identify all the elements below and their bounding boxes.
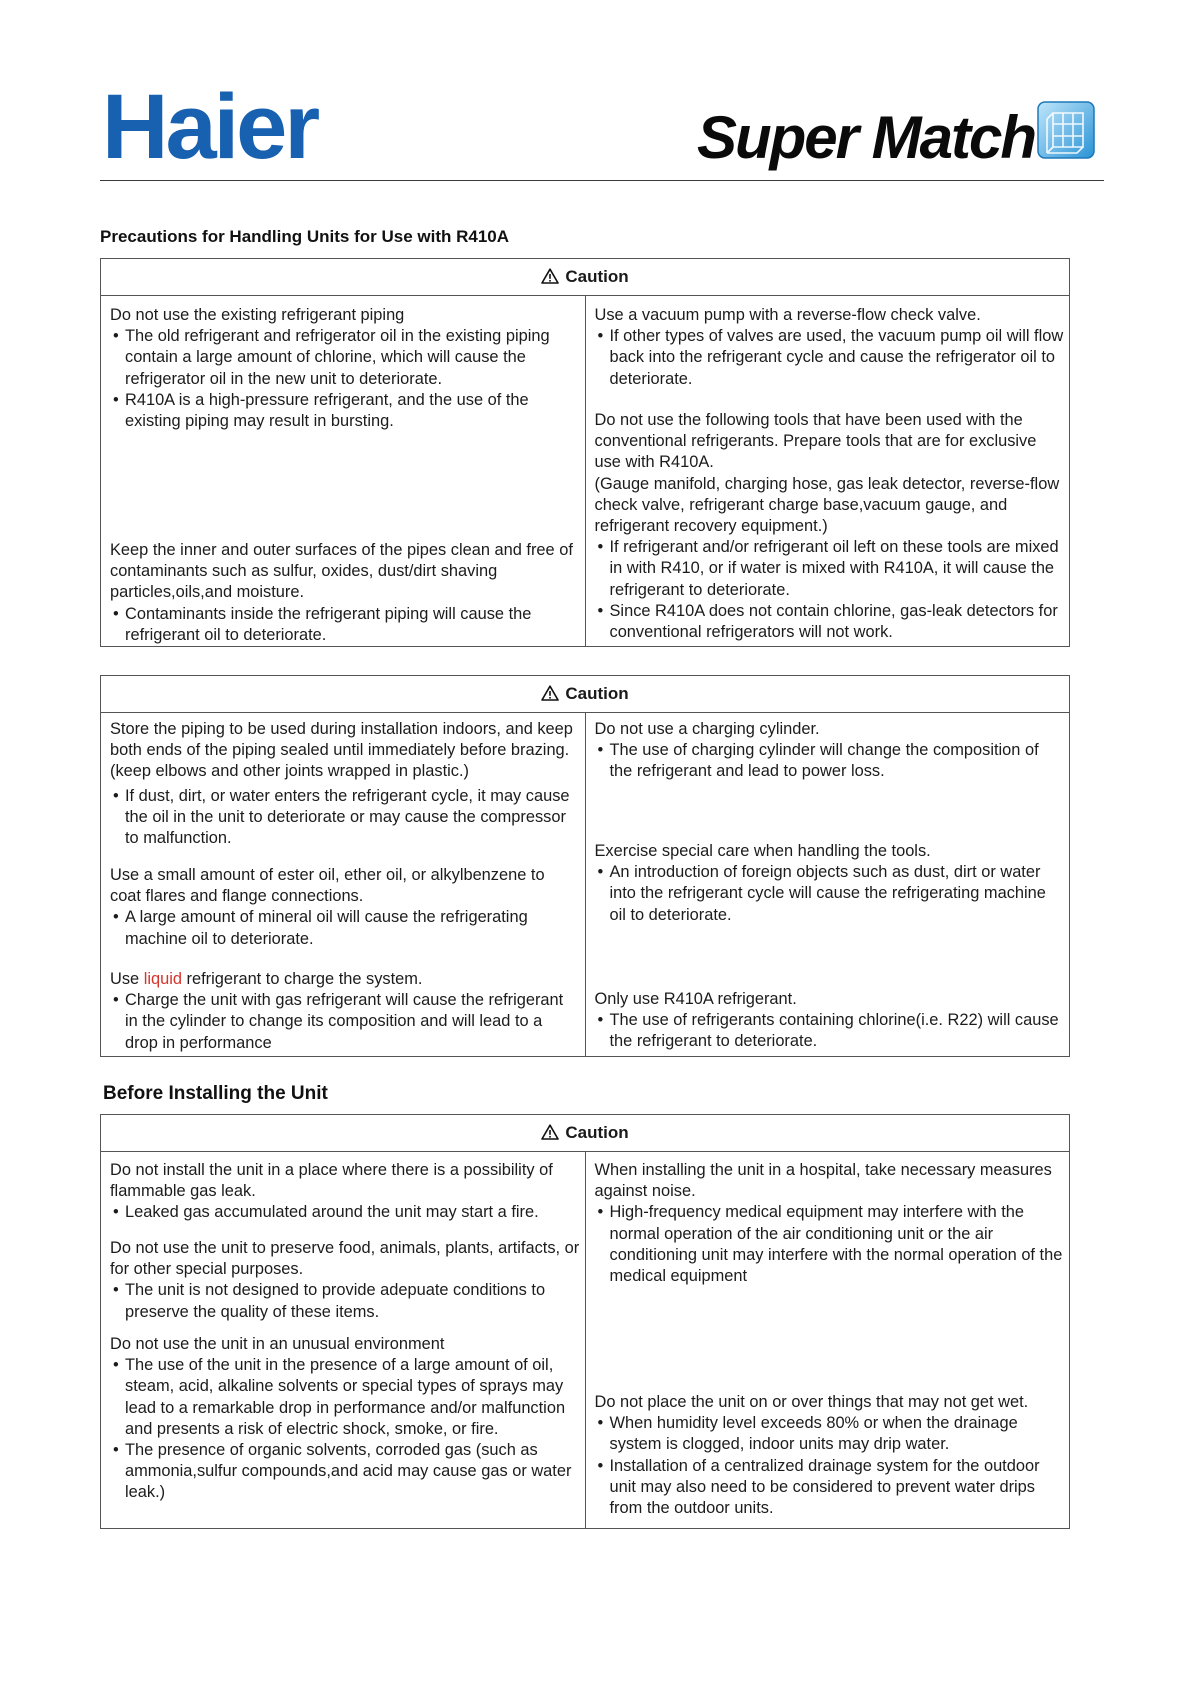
block-heading: Do not use a charging cylinder. [594, 720, 820, 738]
text-block [595, 719, 1065, 783]
left-cell [101, 1152, 586, 1529]
block-heading: Exercise special care when handling the tools. [594, 842, 931, 860]
caution-table-2 [100, 675, 1070, 1057]
bullet-item: • Since R410A does not contain chlorine, gas-leak detectors for conventional refrigerators will not work. [595, 601, 1065, 643]
warning-icon [541, 1124, 559, 1140]
bullet-item: • R410A is a high-pressure refrigerant, and the use of the existing piping may result in bursting. [110, 390, 580, 432]
haier-logo [102, 80, 342, 170]
block-heading: Store the piping to be used during installation indoors, and keep both ends of the piping sealed until immediately before brazing.(keep elbows and other joints wrapped in plastic.) [110, 720, 573, 781]
text-block [110, 1334, 580, 1504]
block-heading: When installing the unit in a hospital, take necessary measures against noise. [594, 1161, 1052, 1201]
right-cell [585, 1152, 1070, 1529]
highlight-liquid: liquid [143, 970, 182, 988]
caution-label: Caution [565, 684, 629, 703]
bullet-item: • If refrigerant and/or refrigerant oil left on these tools are mixed in with R410, or if water is mixed with R410A, it will cause the refrigerant to deteriorate. [595, 537, 1065, 601]
text-block [110, 305, 580, 432]
text-block [595, 1160, 1065, 1287]
bullet-item: • High-frequency medical equipment may interfere with the normal operation of the air conditioning unit or the air conditioning unit may interfere with the normal operation of the medical equipment [595, 1202, 1065, 1287]
text-block [110, 1238, 580, 1323]
section-title-before-installing: Before Installing the Unit [103, 1083, 328, 1104]
warning-icon [541, 268, 559, 284]
block-heading: Do not install the unit in a place where there is a possibility of flammable gas leak. [110, 1161, 553, 1201]
bullet-item: • When humidity level exceeds 80% or when the drainage system is clogged, indoor units may drip water. [595, 1413, 1065, 1455]
bullet-item: • Leaked gas accumulated around the unit may start a fire. [110, 1202, 580, 1223]
caution-table-3 [100, 1114, 1070, 1529]
bullet-item: • The presence of organic solvents, corroded gas (such as ammonia,sulfur compounds,and acid may cause gas or water leak.) [110, 1440, 580, 1504]
text-block [595, 410, 1065, 643]
block-heading: Do not use the following tools that have been used with the conventional refrigerants. Prepare tools that are for exclusive use with R410A. [594, 411, 1037, 472]
caution-header [101, 676, 1070, 713]
bullet-item: • An introduction of foreign objects such as dust, dirt or water into the refrigerant cycle will cause the refrigerating machine oil to deteriorate. [595, 862, 1065, 926]
block-heading: Use liquid refrigerant to charge the system. [110, 970, 423, 988]
text-block [595, 1392, 1065, 1519]
bullet-item: • A large amount of mineral oil will cause the refrigerating machine oil to deteriorate. [110, 907, 580, 949]
bullet-item: • If other types of valves are used, the vacuum pump oil will flow back into the refrigerant cycle and cause the refrigerator oil to deteriorate. [595, 326, 1065, 390]
text-block [110, 1160, 580, 1224]
bullet-item: • The old refrigerant and refrigerator oil in the existing piping contain a large amount of chlorine, which will cause the refrigerator oil in the new unit to deteriorate. [110, 326, 580, 390]
super-match-logo [697, 103, 1095, 173]
section-title-precautions: Precautions for Handling Units for Use with R410A [100, 227, 510, 246]
block-heading: Only use R410A refrigerant. [594, 990, 797, 1008]
bullet-item: • The use of the unit in the presence of a large amount of oil, steam, acid, alkaline solvents or special types of sprays may lead to a remarkable drop in performance and/or malfunction and presents a risk of electric shock, smoke, or fire. [110, 1355, 580, 1440]
text-block [110, 719, 580, 849]
caution-label: Caution [565, 1123, 629, 1142]
cube-icon [1037, 101, 1095, 159]
text-block [110, 540, 580, 646]
text-block [110, 969, 580, 1054]
warning-icon [541, 685, 559, 701]
bullet-item: • Charge the unit with gas refrigerant will cause the refrigerant in the cylinder to change its composition and will lead to a drop in performance [110, 990, 580, 1054]
bullet-item: • Contaminants inside the refrigerant piping will cause the refrigerant oil to deteriorate. [110, 604, 580, 646]
caution-header [101, 1115, 1070, 1152]
text-block [110, 865, 580, 950]
block-heading: Do not use the unit in an unusual environment [110, 1335, 445, 1353]
right-cell [585, 296, 1070, 647]
caution-label: Caution [565, 267, 629, 286]
block-heading: Use a small amount of ester oil, ether oil, or alkylbenzene to coat flares and flange connections. [110, 866, 545, 906]
text-block [595, 989, 1065, 1053]
caution-header [101, 259, 1070, 296]
bullet-item: • Installation of a centralized drainage system for the outdoor unit may also need to be considered to prevent water drips from the outdoor units. [595, 1456, 1065, 1520]
text-block [595, 305, 1065, 390]
bullet-item: • The use of charging cylinder will change the composition of the refrigerant and lead to power loss. [595, 740, 1065, 782]
text-block [595, 841, 1065, 926]
block-heading: Do not place the unit on or over things that may not get wet. [594, 1393, 1029, 1411]
bullet-item: • The unit is not designed to provide adepuate conditions to preserve the quality of these items. [110, 1280, 580, 1322]
haier-logo-text: Haier [102, 80, 318, 170]
bullet-item: • The use of refrigerants containing chlorine(i.e. R22) will cause the refrigerant to deteriorate. [595, 1010, 1065, 1052]
bullet-item: • If dust, dirt, or water enters the refrigerant cycle, it may cause the oil in the unit to deteriorate or may cause the compressor to malfunction. [110, 786, 580, 850]
super-match-text: Super Match [696, 104, 1035, 171]
left-cell [101, 296, 586, 647]
block-heading: Keep the inner and outer surfaces of the pipes clean and free of contaminants such as sulfur, oxides, dust/dirt shaving particles,oils,and moisture. [110, 541, 573, 602]
block-heading: Use a vacuum pump with a reverse-flow check valve. [594, 306, 981, 324]
block-heading: Do not use the unit to preserve food, animals, plants, artifacts, or for other special purposes. [110, 1239, 580, 1279]
block-subtext: (Gauge manifold, charging hose, gas leak detector, reverse-flow check valve, refrigerant charge base,vacuum gauge, and refrigerant recovery equipment.) [594, 474, 1060, 536]
left-cell [101, 713, 586, 1057]
header-divider [100, 180, 1104, 181]
block-heading: Do not use the existing refrigerant piping [110, 306, 405, 324]
right-cell [585, 713, 1070, 1057]
caution-table-1 [100, 258, 1070, 647]
